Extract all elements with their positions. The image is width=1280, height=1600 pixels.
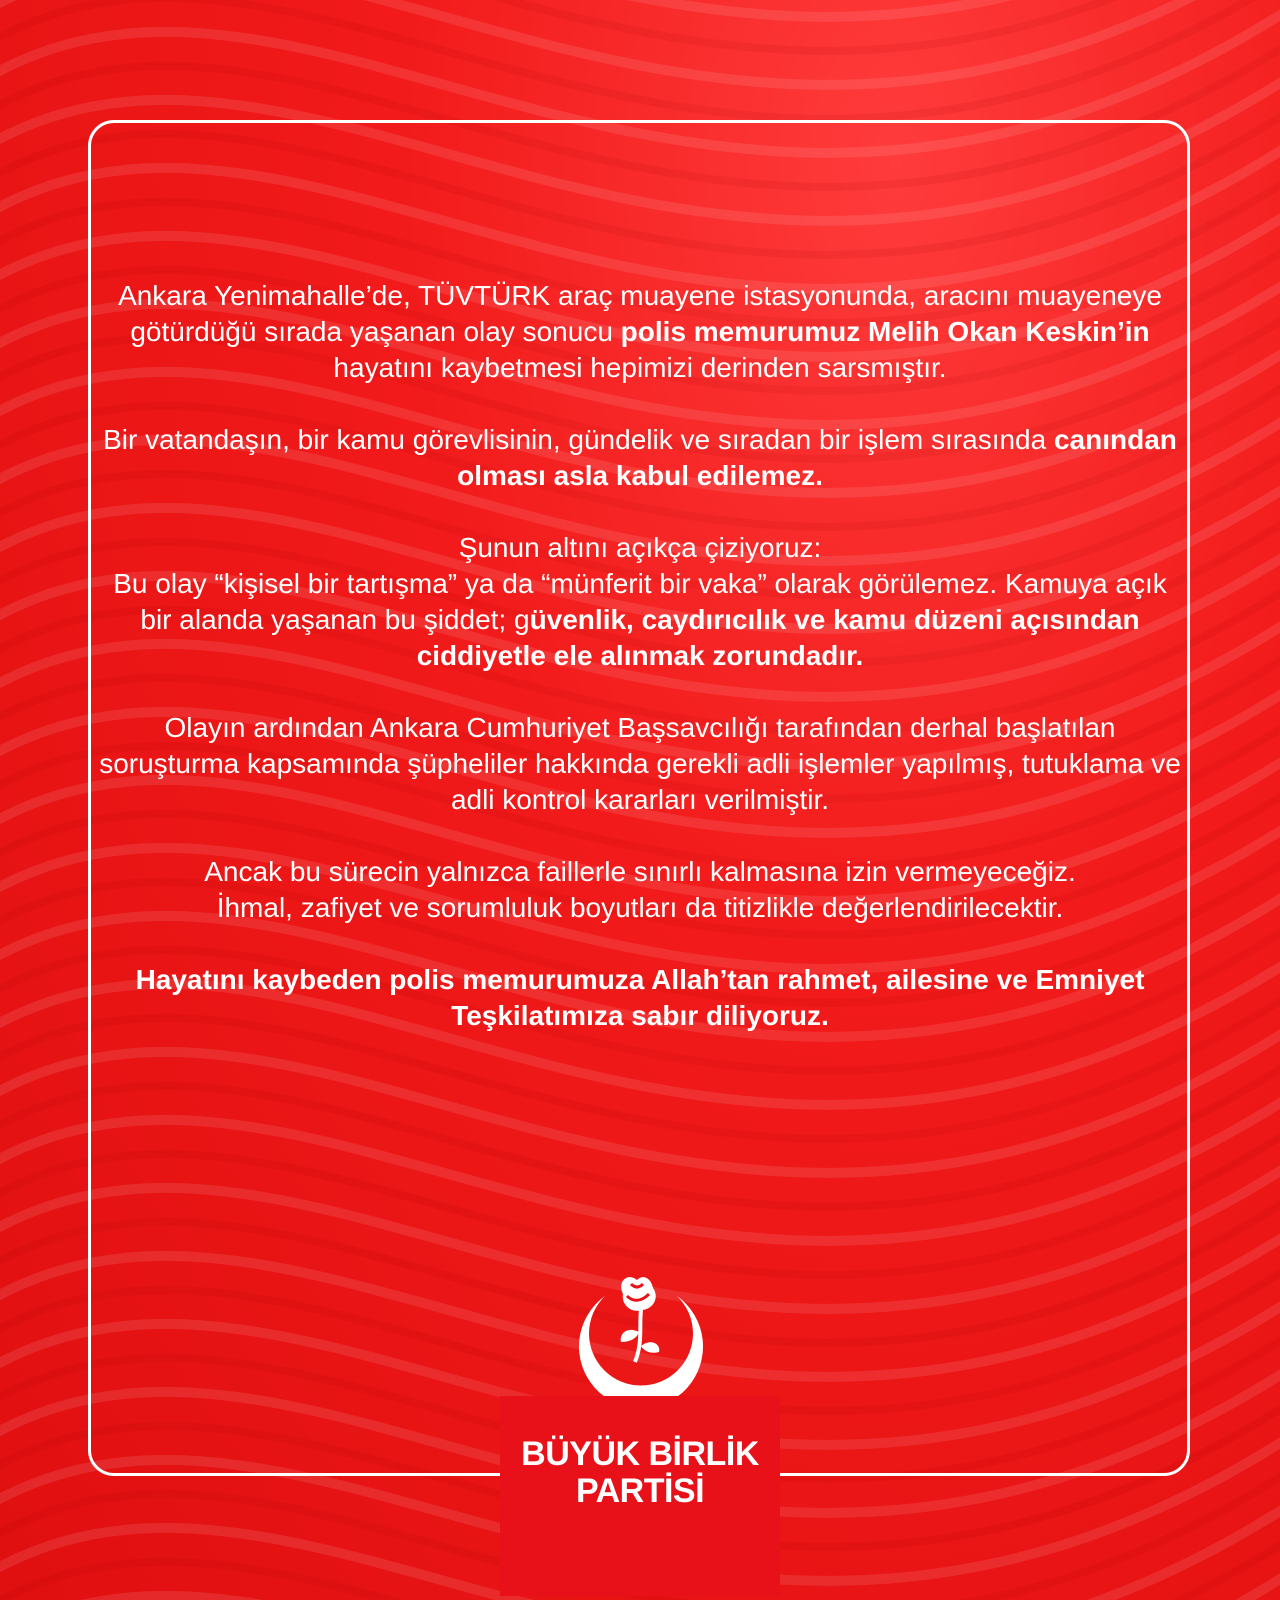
crescent-rose-icon [565,1262,715,1412]
p1-text-1: Ankara Yenimahalle’de, TÜVTÜRK araç muayene istasyonunda, aracını muayeneye götürdüğü sırada yaşanan olay sonucu [118,280,1162,347]
statement-text [96,278,1184,1070]
paragraph-2 [96,422,1184,494]
party-name-line-2: PARTİSİ [575,1472,705,1510]
paragraph-5 [96,854,1184,926]
p4-text-1: Olayın ardından Ankara Cumhuriyet Başsavcılığı tarafından derhal başlatılan soruşturma kapsamında şüpheliler hakkında gerekli adli işlemler yapılmış, tutuklama ve adli kontrol kararları verilmiştir. [99,712,1181,815]
p5-text-1: Ancak bu sürecin yalnızca faillerle sınırlı kalmasına izin vermeyeceğiz. [204,856,1076,887]
party-name-line-1: BÜYÜK BİRLİK [521,1435,759,1473]
paragraph-3 [96,530,1184,674]
p2-bold: canından olması asla kabul edilemez. [457,424,1177,491]
p6-bold: Hayatını kaybeden polis memurumuza Allah’tan rahmet, ailesine ve Emniyet Teşkilatımıza sabır diliyoruz. [135,964,1145,1031]
p3-text-2: Bu olay “kişisel bir tartışma” ya da “münferit bir vaka” olarak görülemez. Kamuya açık bir alanda yaşanan bu şiddet; g [113,568,1167,635]
p3-text-1: Şunun altını açıkça çiziyoruz: [458,532,822,563]
party-name [500,1396,780,1510]
p1-text-2: hayatını kaybetmesi hepimizi derinden sarsmıştır. [333,352,947,383]
p3-bold: üvenlik, caydırıcılık ve kamu düzeni açısından ciddiyetle ele alınmak zorundadır. [416,604,1140,671]
party-logo [500,1396,780,1596]
p1-bold-officer-name: polis memurumuz Melih Okan Keskin’in [620,316,1150,347]
p2-text-1: Bir vatandaşın, bir kamu görevlisinin, gündelik ve sıradan bir işlem sırasında [103,424,1054,455]
paragraph-1 [96,278,1184,386]
p5-text-2: İhmal, zafiyet ve sorumluluk boyutları da titizlikle değerlendirilecektir. [216,892,1064,923]
paragraph-6 [96,962,1184,1034]
paragraph-4 [96,710,1184,818]
